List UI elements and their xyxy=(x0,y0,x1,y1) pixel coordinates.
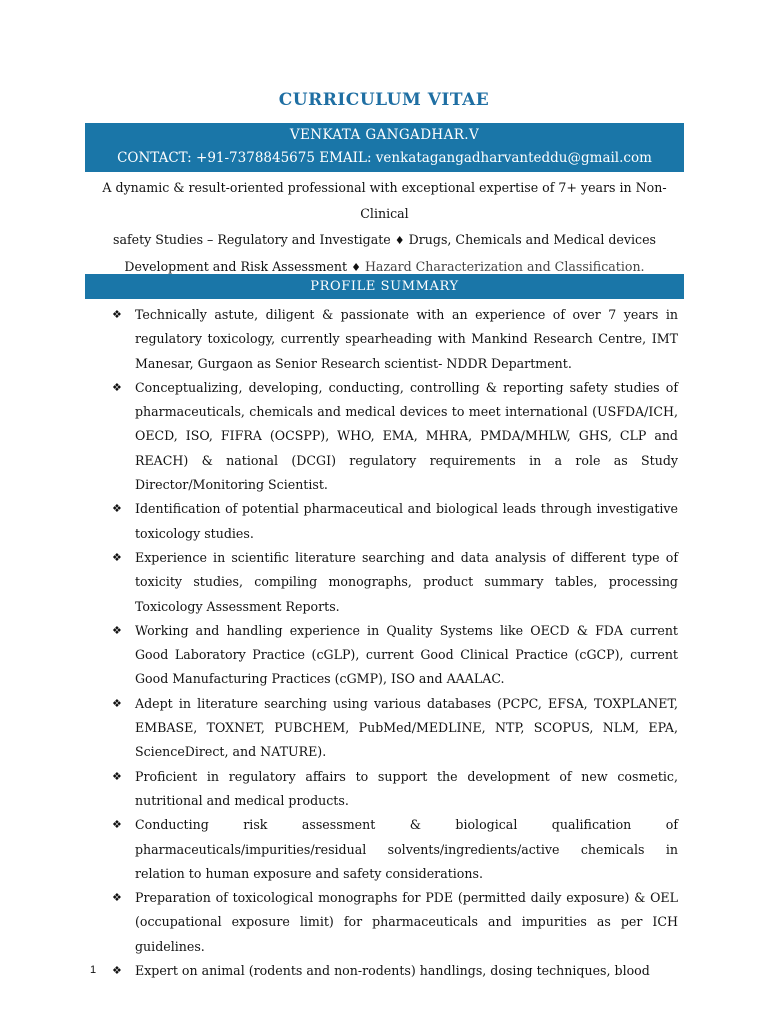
intro-line-3b: Hazard Characterization and Classification. xyxy=(364,259,645,274)
bullet-icon: ❖ xyxy=(112,696,122,710)
list-item xyxy=(110,886,678,959)
bullet-icon: ❖ xyxy=(112,623,122,637)
list-item xyxy=(110,959,678,983)
list-item-text: Adept in literature searching using various databases (PCPC, EFSA, TOXPLANET, EMBASE, TOXNET, PUBCHEM, PubMed/MEDLINE, NTP, SCOPUS, NLM, EPA, ScienceDirect, and NATURE). xyxy=(135,695,678,760)
diamond-separator-icon: ♦ xyxy=(394,234,405,247)
list-item-text: Preparation of toxicological monographs for PDE (permitted daily exposure) & OEL (occupational exposure limit) for pharmaceuticals and impurities as per ICH guidelines. xyxy=(135,890,678,954)
intro-line-2 xyxy=(85,227,684,254)
list-item xyxy=(110,765,678,814)
list-item xyxy=(110,303,678,376)
bullet-icon: ❖ xyxy=(112,308,122,321)
bullet-icon: ❖ xyxy=(112,769,122,783)
list-item-text: Identification of potential pharmaceutical and biological leads through investigative toxicology studies. xyxy=(135,501,678,541)
list-item xyxy=(110,497,678,546)
list-item xyxy=(110,546,678,619)
intro-statement xyxy=(85,175,684,281)
list-item-text: Technically astute, diligent & passionate with an experience of over 7 years in regulatory toxicology, currently spearheading with Mankind Research Centre, IMT Manesar, Gurgaon as Senior Research scientist- NDDR Department. xyxy=(135,307,678,371)
bullet-icon: ❖ xyxy=(112,891,122,905)
candidate-name: VENKATA GANGADHAR.V xyxy=(289,127,480,143)
intro-line-2b: Drugs, Chemicals and Medical devices xyxy=(408,232,656,247)
list-item-text: Proficient in regulatory affairs to support the development of new cosmetic, nutritional and medical products. xyxy=(135,768,678,808)
document-title: CURRICULUM VITAE xyxy=(278,90,490,110)
profile-summary-list xyxy=(110,303,678,983)
list-item-text: Working and handling experience in Quality Systems like OECD & FDA current Good Laboratory Practice (cGLP), current Good Clinical Practice (cGCP), current Good Manufacturing Practices (cGMP), ISO and AAALAC. xyxy=(135,622,678,687)
intro-line-1: A dynamic & result-oriented professional with exceptional expertise of 7+ years in Non-Clinical xyxy=(102,180,667,221)
list-item-text: Conceptualizing, developing, conducting, controlling & reporting safety studies of pharmaceuticals, chemicals and medical devices to meet international (USFDA/ICH, OECD, ISO, FIFRA (OCSPP), WHO, EMA, MHRA, PMDA/MHLW, GHS, CLP and REACH) & national (DCGI) regulatory requirements in a role as Study Director/Monitoring Scientist. xyxy=(135,379,678,493)
intro-line-3a: Development and Risk Assessment xyxy=(124,259,348,274)
name-contact-banner xyxy=(85,123,684,172)
bullet-icon: ❖ xyxy=(112,818,122,832)
list-item-text: Conducting risk assessment & biological qualification of pharmaceuticals/impurities/residual solvents/ingredients/active chemicals in relation to human exposure and safety considerations. xyxy=(135,817,678,881)
bullet-icon: ❖ xyxy=(112,502,122,516)
diamond-separator-icon: ♦ xyxy=(351,261,361,274)
list-item xyxy=(110,619,678,692)
contact-line: CONTACT: +91-7378845675 EMAIL: venkatagangadharvanteddu@gmail.com xyxy=(117,150,652,166)
bullet-icon: ❖ xyxy=(112,964,122,978)
intro-line-2a: safety Studies – Regulatory and Investigate xyxy=(112,232,391,247)
list-item-text: Expert on animal (rodents and non-rodents) handlings, dosing techniques, blood xyxy=(135,963,650,979)
bullet-icon: ❖ xyxy=(112,550,122,564)
list-item-text: Experience in scientific literature searching and data analysis of different type of toxicity studies, compiling monographs, product summary tables, processing Toxicology Assessment Reports. xyxy=(135,549,678,614)
list-item xyxy=(110,692,678,765)
bullet-icon: ❖ xyxy=(112,380,122,394)
section-heading-profile-summary: PROFILE SUMMARY xyxy=(85,274,684,299)
list-item xyxy=(110,813,678,886)
page-number: 1 xyxy=(90,964,97,976)
list-item xyxy=(110,376,678,497)
